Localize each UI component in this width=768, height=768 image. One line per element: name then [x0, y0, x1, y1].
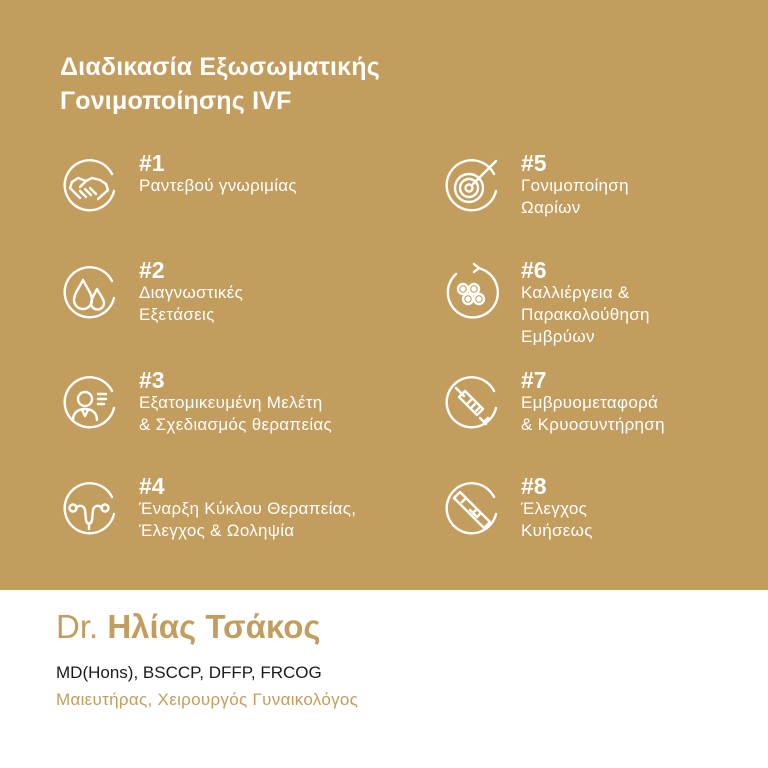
egg-needle-icon	[440, 155, 502, 217]
step-4-label-line-1: Έναρξη Κύκλου Θεραπείας,	[139, 499, 357, 518]
step-6	[440, 257, 650, 348]
step-2-label-line-1: Διαγνωστικές	[139, 283, 244, 302]
step-8-label-line-1: Έλεγχος	[521, 499, 588, 518]
step-7	[440, 367, 665, 436]
doctor-icon	[58, 372, 120, 434]
step-6-label-line-1: Καλλιέργεια &	[521, 283, 630, 302]
page-title	[60, 50, 380, 118]
doctor-role: Μαιευτήρας, Χειρουργός Γυναικολόγος	[56, 690, 359, 709]
pregnancy-test-icon	[440, 478, 502, 540]
step-8-label	[521, 498, 593, 542]
drops-icon	[58, 262, 120, 324]
step-2-number: #2	[139, 257, 165, 283]
step-7-label	[521, 392, 665, 436]
step-5-label-line-2: Ωαρίων	[521, 198, 581, 217]
step-6-number: #6	[521, 257, 547, 283]
doctor-info-panel	[0, 590, 768, 768]
doctor-credentials: MD(Hons), BSCCP, DFFP, FRCOG	[56, 663, 322, 682]
step-7-label-line-1: Εμβρυομεταφορά	[521, 393, 659, 412]
step-7-label-line-2: & Κρυοσυντήρηση	[521, 415, 665, 434]
step-4-label	[139, 498, 356, 542]
step-5-number: #5	[521, 150, 547, 176]
step-8-number: #8	[521, 473, 547, 499]
step-1-label	[139, 175, 297, 197]
title-line-2: Γονιμοποίησης IVF	[60, 87, 292, 115]
step-3-number: #3	[139, 367, 165, 393]
step-4	[58, 473, 357, 542]
step-2-label	[139, 282, 243, 326]
step-2-label-line-2: Εξετάσεις	[139, 305, 215, 324]
step-5-label	[521, 175, 629, 219]
step-5-label-line-1: Γονιμοποίηση	[521, 176, 629, 195]
step-6-label	[521, 282, 650, 348]
doctor-name	[56, 608, 321, 646]
step-4-number: #4	[139, 473, 165, 499]
step-3-label-line-2: & Σχεδιασμός θεραπείας	[139, 415, 333, 434]
step-7-number: #7	[521, 367, 547, 393]
embryo-cells-icon	[440, 262, 502, 324]
step-2	[58, 257, 244, 326]
title-line-1: Διαδικασία Εξωσωματικής	[60, 53, 380, 81]
step-4-label-line-2: Έλεγχος & Ωοληψία	[139, 521, 295, 540]
step-8-label-line-2: Κυήσεως	[521, 521, 593, 540]
step-6-label-line-3: Εμβρύων	[521, 327, 595, 346]
doctor-prefix: Dr.	[56, 608, 99, 645]
step-1	[58, 150, 297, 217]
step-3-label	[139, 392, 332, 436]
step-3	[58, 367, 333, 436]
uterus-icon	[58, 478, 120, 540]
doctor-full-name: Ηλίας Τσάκος	[107, 608, 321, 645]
step-3-label-line-1: Εξατομικευμένη Μελέτη	[139, 393, 323, 412]
step-5	[440, 150, 629, 219]
handshake-icon	[58, 155, 120, 217]
step-6-label-line-2: Παρακολούθηση	[521, 305, 650, 324]
step-8	[440, 473, 593, 542]
step-1-number: #1	[139, 150, 165, 176]
syringe-icon	[440, 372, 502, 434]
step-1-label-line: Ραντεβού γνωριμίας	[139, 176, 297, 195]
